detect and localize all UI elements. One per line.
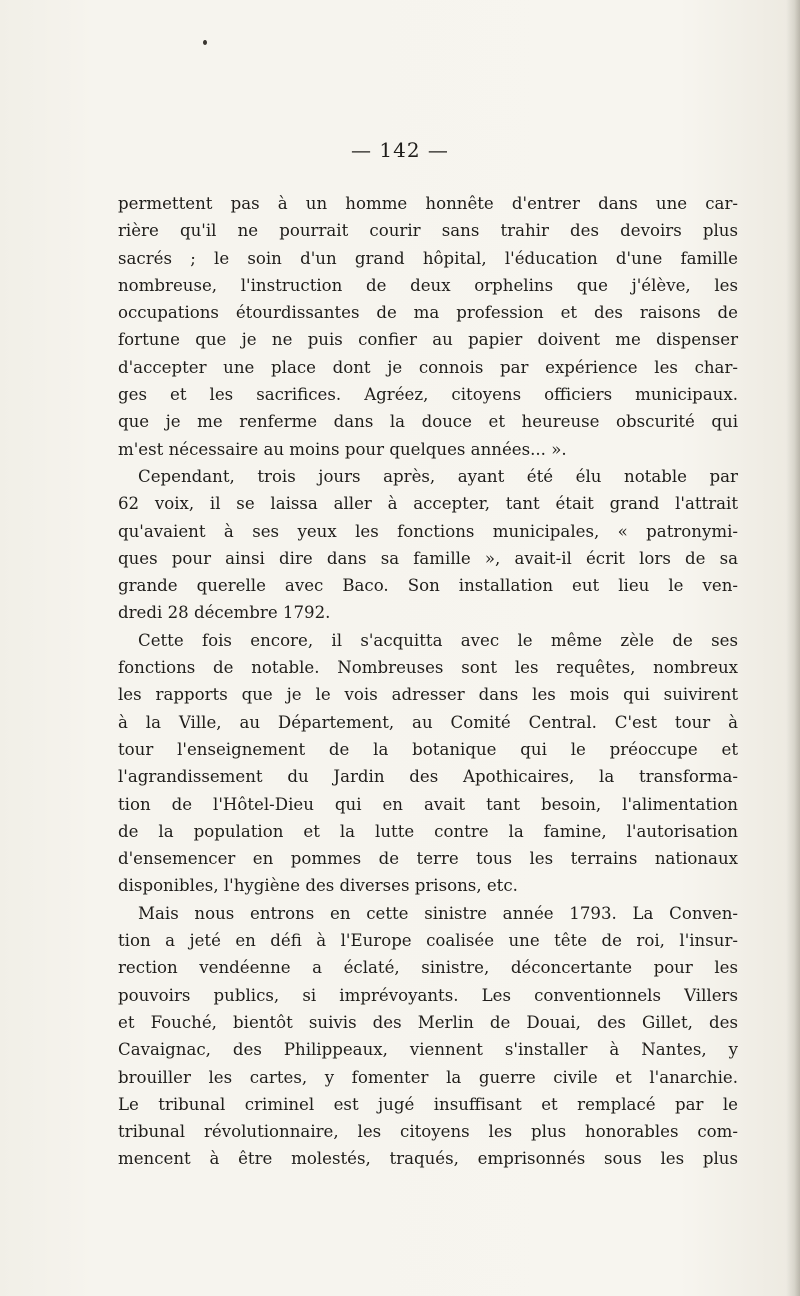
text-line: nombreuse, l'instruction de deux orphelins que j'élève, les [118,275,738,295]
body-text [118,190,738,1173]
page-number: — 142 — [351,138,449,162]
text-line: tion de l'Hôtel-Dieu qui en avait tant besoin, l'alimentation [118,794,738,814]
text-line: d'ensemencer en pommes de terre tous les terrains nationaux [118,849,738,869]
text-line: Mais nous entrons en cette sinistre année 1793. La Conven- [138,903,738,923]
text-line: 62 voix, il se laissa aller à accepter, tant était grand l'attrait [118,494,738,514]
text-line: Cavaignac, des Philippeaux, viennent s'installer à Nantes, y [118,1040,738,1060]
text-line: rection vendéenne a éclaté, sinistre, déconcertante pour les [118,958,738,978]
text-line: qu'avaient à ses yeux les fonctions municipales, « patronymi- [118,521,738,541]
text-line: occupations étourdissantes de ma profession et des raisons de [118,303,738,323]
text-line: ges et les sacrifices. Agréez, citoyens officiers municipaux. [118,385,738,405]
text-line: disponibles, l'hygiène des diverses prisons, etc. [118,876,518,896]
page-edge-shadow [786,0,800,1296]
text-line: les rapports que je le vois adresser dans les mois qui suivirent [118,685,738,705]
text-line: à la Ville, au Département, au Comité Central. C'est tour à [118,712,738,732]
text-line: dredi 28 décembre 1792. [118,603,331,623]
text-line: mencent à être molestés, traqués, emprisonnés sous les plus [118,1149,738,1169]
text-line: fortune que je ne puis confier au papier doivent me dispenser [118,330,738,350]
text-line: tribunal révolutionnaire, les citoyens les plus honorables com- [118,1122,738,1142]
text-line: brouiller les cartes, y fomenter la guerre civile et l'anarchie. [118,1067,738,1087]
text-line: que je me renferme dans la douce et heureuse obscurité qui [118,412,738,432]
text-line: fonctions de notable. Nombreuses sont les requêtes, nombreux [118,658,738,678]
text-line: d'accepter une place dont je connois par expérience les char- [118,357,738,377]
text-line: grande querelle avec Baco. Son installation eut lieu le ven- [118,576,738,596]
text-line: permettent pas à un homme honnête d'entrer dans une car- [118,194,738,213]
ink-speck [203,40,207,45]
text-line: de la population et la lutte contre la famine, l'autorisation [118,821,738,841]
text-line: l'agrandissement du Jardin des Apothicaires, la transforma- [118,767,738,787]
text-line: tion a jeté en défi à l'Europe coalisée une tête de roi, l'insur- [118,931,738,951]
text-line: m'est nécessaire au moins pour quelques années... ». [118,439,567,459]
text-line: rière qu'il ne pourrait courir sans trahir des devoirs plus [118,221,738,241]
text-line: tour l'enseignement de la botanique qui le préoccupe et [118,739,738,759]
text-line: sacrés ; le soin d'un grand hôpital, l'éducation d'une famille [118,248,738,268]
text-line: et Fouché, bientôt suivis des Merlin de Douai, des Gillet, des [118,1012,738,1032]
text-line: Cette fois encore, il s'acquitta avec le même zèle de ses [138,630,738,650]
text-line: Le tribunal criminel est jugé insuffisant et remplacé par le [118,1094,738,1114]
text-line: pouvoirs publics, si imprévoyants. Les conventionnels Villers [118,985,738,1005]
text-line: ques pour ainsi dire dans sa famille », avait-il écrit lors de sa [118,548,738,568]
text-line: Cependant, trois jours après, ayant été élu notable par [138,466,738,486]
